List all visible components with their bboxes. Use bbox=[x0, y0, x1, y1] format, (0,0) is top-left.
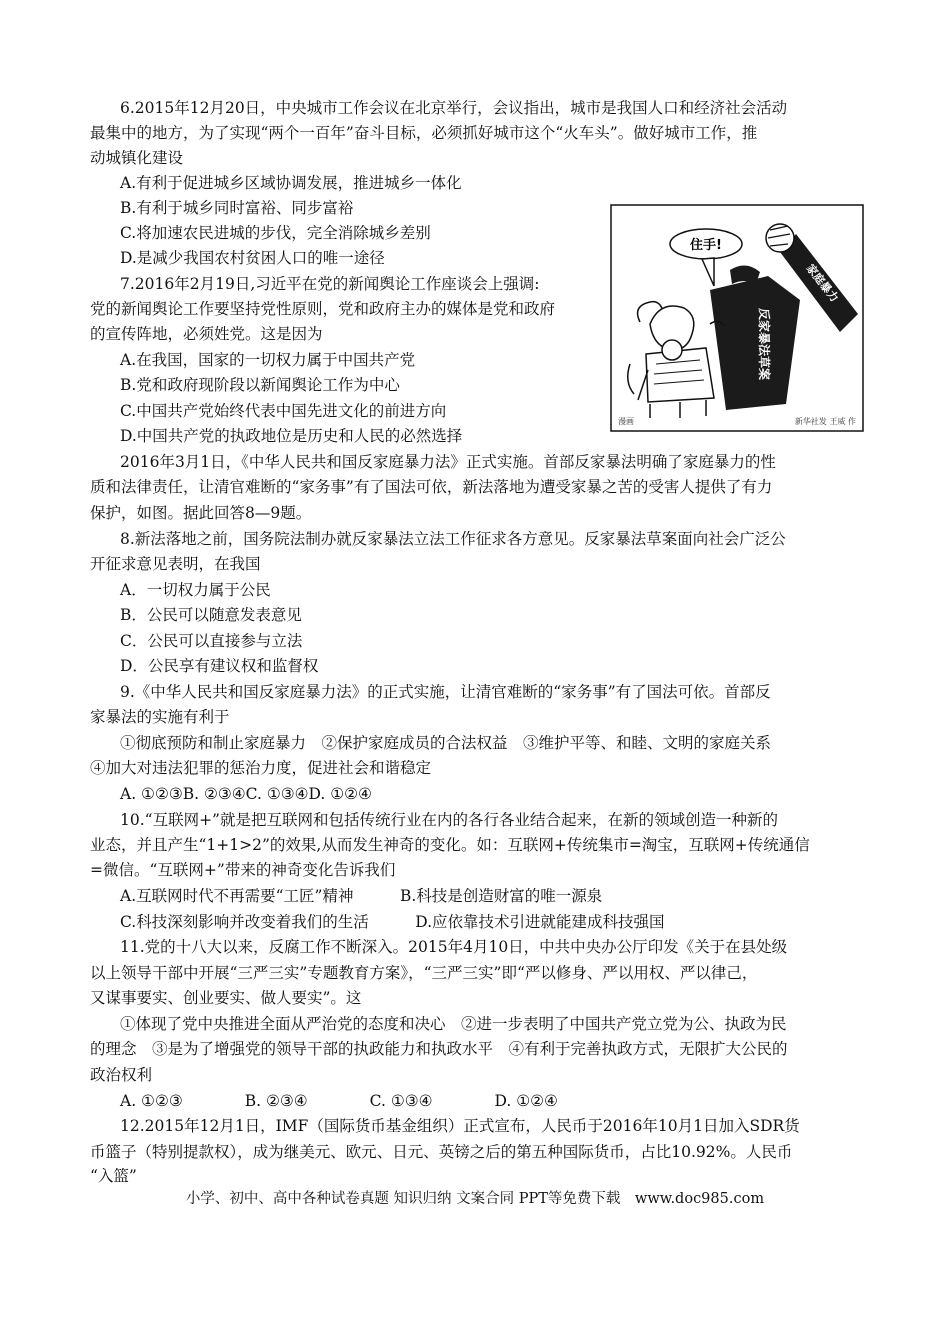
text-line: 家暴法的实施有利于 bbox=[90, 708, 230, 726]
text-line: B.党和政府现阶段以新闻舆论工作为中心 bbox=[120, 376, 400, 394]
text-line: B．公民可以随意发表意见 bbox=[120, 606, 302, 624]
text-line: 开征求意见表明，在我国 bbox=[90, 555, 261, 573]
text-line: 业态，并且产生“1+1>2”的效果,从而发生神奇的变化。如：互联网+传统集市=淘宝，互联网+传统通信 bbox=[90, 836, 810, 854]
text-line: A.有利于促进城乡区域协调发展，推进城乡一体化 bbox=[120, 174, 462, 192]
text-line: 9.《中华人民共和国反家庭暴力法》的正式实施，让清官难断的“家务事”有了国法可依。首部反 bbox=[120, 683, 771, 701]
text-line: ①彻底预防和制止家庭暴力 ②保护家庭成员的合法权益 ③维护平等、和睦、文明的家庭关系 bbox=[120, 734, 772, 752]
text-line: ④加大对违法犯罪的惩治力度，促进社会和谐稳定 bbox=[90, 759, 432, 777]
cartoon-credit-right: 新华社发 王威 作 bbox=[794, 417, 856, 426]
text-line: 政治权利 bbox=[90, 1066, 153, 1084]
text-line: =微信。“互联网+”带来的神奇变化告诉我们 bbox=[90, 861, 396, 879]
text-line: C.将加速农民进城的步伐，完全消除城乡差别 bbox=[120, 224, 431, 242]
text-line: C.中国共产党始终代表中国先进文化的前进方向 bbox=[120, 402, 447, 420]
text-line: 12.2015年12月1日，IMF（国际货币基金组织）正式宣布，人民币于2016年10月1日加入SDR货 bbox=[120, 1117, 800, 1135]
text-line: 11.党的十八大以来，反腐工作不断深入。2015年4月10日，中共中央办公厅印发《关于在县处级 bbox=[120, 938, 788, 956]
sleeve-label: 家庭暴力 bbox=[803, 261, 841, 305]
text-line: D.是减少我国农村贫困人口的唯一途径 bbox=[120, 249, 385, 267]
text-line: “入篮” bbox=[90, 1167, 137, 1185]
speech-text: 住手! bbox=[690, 238, 722, 253]
text-line: C．公民可以直接参与立法 bbox=[120, 632, 303, 650]
text-line: A．一切权力属于公民 bbox=[120, 581, 271, 599]
text-line: 7.2016年2月19日,习近平在党的新闻舆论工作座谈会上强调: bbox=[120, 275, 540, 293]
text-line: A. ①②③B. ②③④C. ①③④D. ①②④ bbox=[120, 785, 372, 803]
text-line: 又谋事要实、创业要实、做人要实”。这 bbox=[90, 989, 362, 1007]
text-line: A. ①②③ B. ②③④ C. ①③④ D. ①②④ bbox=[120, 1092, 558, 1110]
text-line: 的理念 ③是为了增强党的领导干部的执政能力和执政水平 ④有利于完善执政方式，无限扩大公民的 bbox=[90, 1040, 788, 1058]
text-line: 10.“互联网+”就是把互联网和包括传统行业在内的各行各业结合起来，在新的领域创造一种新的 bbox=[120, 811, 778, 829]
text-line: A.互联网时代不再需要“工匠”精神 B.科技是创造财富的唯一源泉 bbox=[120, 887, 603, 905]
anti-domestic-violence-cartoon bbox=[610, 204, 864, 432]
page-footer: 小学、初中、高中各种试卷真题 知识归纳 文案合同 PPT等免费下载 www.doc985.com bbox=[185, 1191, 765, 1207]
text-line: 质和法律责任，让清官难断的“家务事”有了国法可依，新法落地为遭受家暴之苦的受害人提供了有力 bbox=[90, 478, 773, 496]
cartoon-credit-left: 漫画 bbox=[618, 417, 634, 426]
text-line: 党的新闻舆论工作要坚持党性原则，党和政府主办的媒体是党和政府 bbox=[90, 300, 556, 318]
text-line: 8.新法落地之前，国务院法制办就反家暴法立法工作征求各方意见。反家暴法草案面向社会广泛公 bbox=[120, 530, 786, 548]
text-line: B.有利于城乡同时富裕、同步富裕 bbox=[120, 199, 354, 217]
text-line: 以上领导干部中开展“三严三实”专题教育方案》，“三严三实”即“严以修身、严以用权、严以律己， bbox=[90, 964, 758, 982]
text-line: ①体现了党中央推进全面从严治党的态度和决心 ②进一步表明了中国共产党立党为公、执政为民 bbox=[120, 1015, 787, 1033]
text-line: A.在我国，国家的一切权力属于中国共产党 bbox=[120, 351, 416, 369]
book-title: 反家暴法草案 bbox=[757, 308, 771, 381]
text-line: 币篮子（特别提款权），成为继美元、欧元、日元、英镑之后的第五种国际货币，占比10.92%。人民币 bbox=[90, 1143, 793, 1161]
text-line: 最集中的地方，为了实现“两个一百年”奋斗目标，必须抓好城市这个“火车头”。做好城市工作，推 bbox=[90, 124, 758, 142]
text-line: 2016年3月1日，《中华人民共和国反家庭暴力法》正式实施。首部反家暴法明确了家庭暴力的性 bbox=[120, 453, 776, 471]
text-line: 动城镇化建设 bbox=[90, 149, 184, 167]
text-line: 6.2015年12月20日，中央城市工作会议在北京举行，会议指出，城市是我国人口和经济社会活动 bbox=[120, 99, 788, 117]
text-line: 保护，如图。据此回答8—9题。 bbox=[90, 504, 312, 522]
text-line: 的宣传阵地，必须姓党。这是因为 bbox=[90, 325, 323, 343]
text-line: C.科技深刻影响并改变着我们的生活 D.应依靠技术引进就能建成科技强国 bbox=[120, 913, 665, 931]
text-line: D.中国共产党的执政地位是历史和人民的必然选择 bbox=[120, 427, 463, 445]
text-line: D．公民享有建议权和监督权 bbox=[120, 657, 319, 675]
